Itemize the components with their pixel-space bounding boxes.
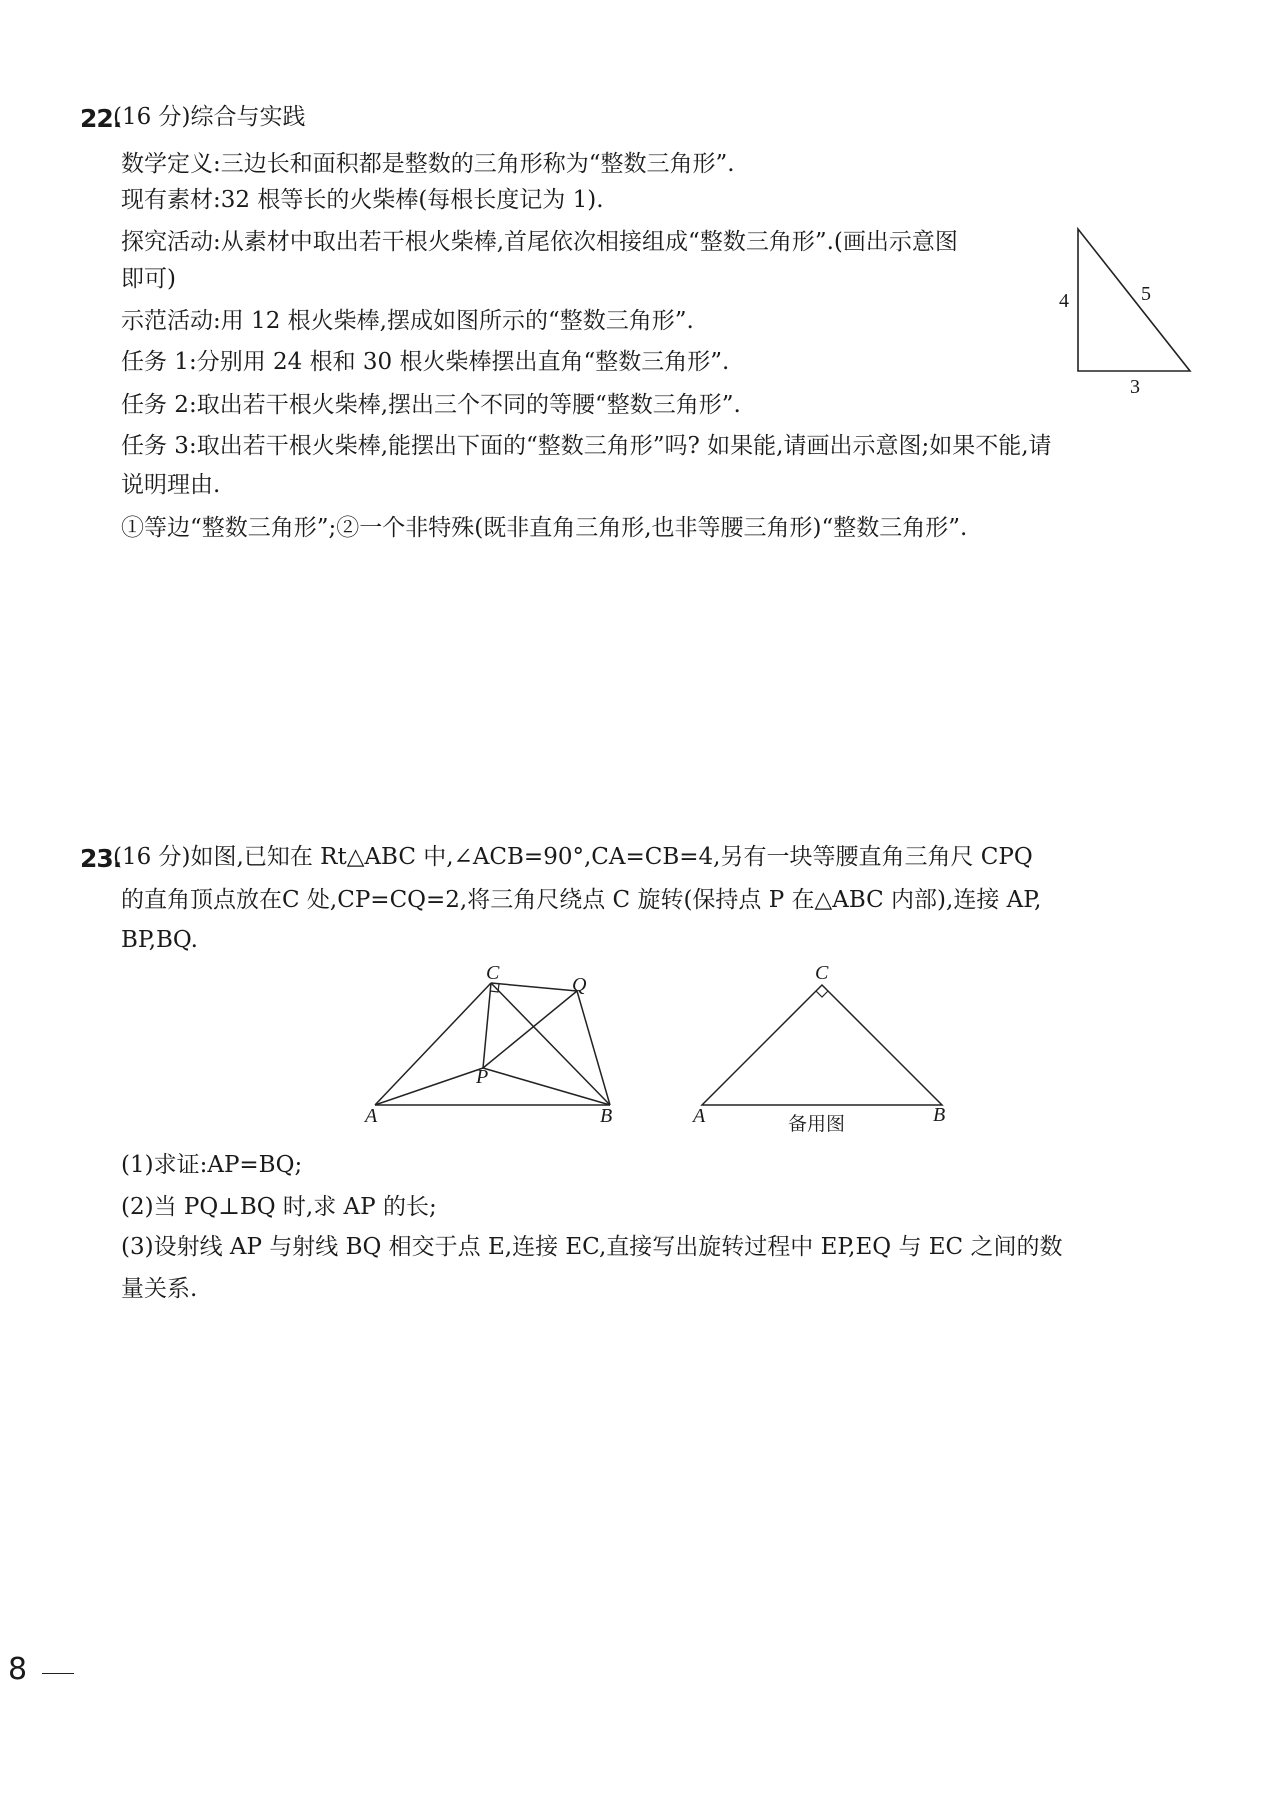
question-23-line: BP,BQ. <box>121 927 198 953</box>
question-number: 23. <box>80 844 122 873</box>
question-23-part-2: (2)当 PQ⊥BQ 时,求 AP 的长; <box>121 1194 437 1220</box>
question-23-part-3: (3)设射线 AP 与射线 BQ 相交于点 E,连接 EC,直接写出旋转过程中 EP,EQ 与 EC 之间的数 <box>121 1234 1063 1260</box>
question-23-line: (16 分)如图,已知在 Rt△ABC 中,∠ACB=90°,CA=CB=4,另有一块等腰直角三角尺 CPQ <box>113 844 1033 870</box>
question-23-part-1: (1)求证:AP=BQ; <box>121 1152 303 1178</box>
point-label-p: P <box>476 1066 489 1088</box>
triangle-cpq-figure <box>370 970 630 1120</box>
point-label-c: C <box>815 962 829 984</box>
question-22-task-3: 任务 3:取出若干根火柴棒,能摆出下面的“整数三角形”吗? 如果能,请画出示意图;如果不能,请 <box>121 433 1052 459</box>
question-number: 22. <box>80 104 122 133</box>
point-label-a: A <box>365 1105 378 1127</box>
point-label-b: B <box>600 1105 613 1127</box>
question-22-line: 即可) <box>121 266 176 292</box>
question-22-line: 说明理由. <box>121 472 221 498</box>
question-22-heading: (16 分)综合与实践 <box>113 104 306 130</box>
side-label-bottom: 3 <box>1130 376 1140 398</box>
question-22-task-2: 任务 2:取出若干根火柴棒,摆出三个不同的等腰“整数三角形”. <box>121 392 741 418</box>
question-22-line: 探究活动:从素材中取出若干根火柴棒,首尾依次相接组成“整数三角形”.(画出示意图 <box>121 229 958 255</box>
point-label-q: Q <box>572 974 587 996</box>
figure-caption: 备用图 <box>788 1113 846 1135</box>
triangle-figure <box>1070 225 1200 375</box>
page-number-dash <box>42 1673 74 1674</box>
question-23-line: 量关系. <box>121 1276 198 1302</box>
question-22-line: 数学定义:三边长和面积都是整数的三角形称为“整数三角形”. <box>121 151 735 177</box>
page-number: 8 <box>8 1652 28 1687</box>
point-label-c: C <box>486 962 500 984</box>
backup-triangle-figure <box>700 975 950 1115</box>
side-label-hypotenuse: 5 <box>1141 283 1151 305</box>
question-22-line: 示范活动:用 12 根火柴棒,摆成如图所示的“整数三角形”. <box>121 308 694 334</box>
question-23-line: 的直角顶点放在C 处,CP=CQ=2,将三角尺绕点 C 旋转(保持点 P 在△ABC 内部),连接 AP, <box>121 887 1042 913</box>
side-label-left: 4 <box>1059 290 1069 312</box>
point-label-b: B <box>933 1104 946 1126</box>
point-label-a: A <box>693 1105 706 1127</box>
question-22-line: ①等边“整数三角形”;②一个非特殊(既非直角三角形,也非等腰三角形)“整数三角形”. <box>121 515 968 541</box>
question-22-line: 现有素材:32 根等长的火柴棒(每根长度记为 1). <box>121 187 604 213</box>
question-22-task-1: 任务 1:分别用 24 根和 30 根火柴棒摆出直角“整数三角形”. <box>121 349 730 375</box>
